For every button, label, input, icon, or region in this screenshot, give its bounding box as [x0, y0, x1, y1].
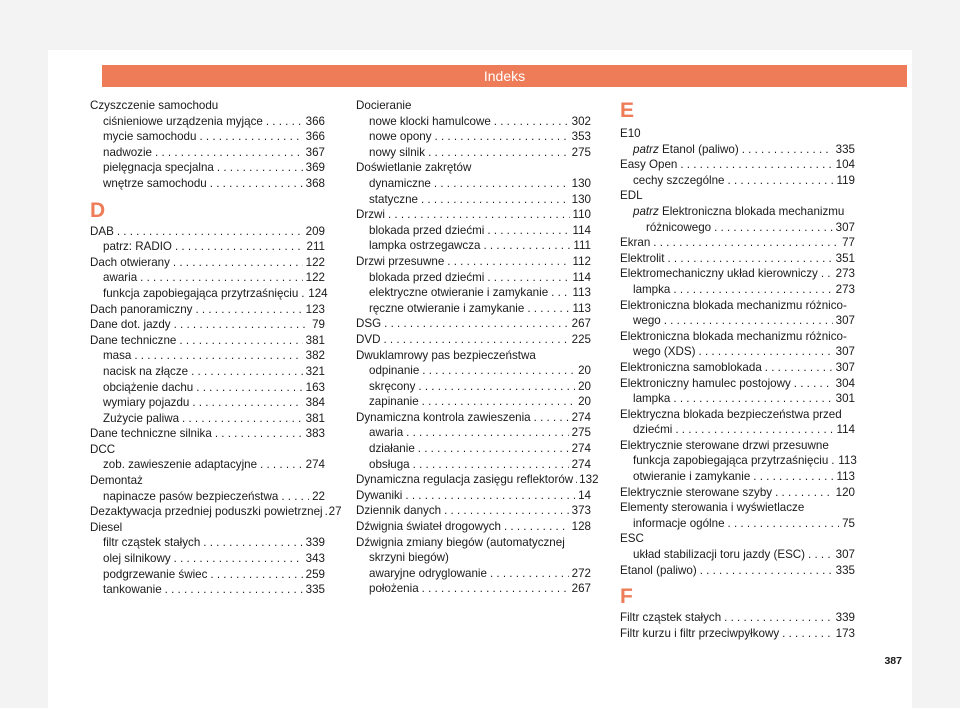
index-subentry: filtr cząstek stałych . . . 339	[90, 535, 325, 551]
index-entry: Filtr cząstek stałych . . . 339	[620, 610, 855, 626]
index-entry: DVD . . . 225	[356, 332, 591, 348]
index-subentry: patrz Elektroniczna blokada mechanizmu	[633, 204, 845, 218]
index-entry-continuation: wego (XDS) . . . 307	[620, 344, 855, 360]
index-entry: Dźwignia zmiany biegów (automatycznej	[356, 535, 565, 549]
index-subentry: nowy silnik . . . 275	[356, 145, 591, 161]
index-subentry: awaria . . . 275	[356, 425, 591, 441]
header-title: Indeks	[483, 68, 526, 84]
index-entry: Etanol (paliwo) . . . 335	[620, 563, 855, 579]
index-entry: E10	[620, 127, 641, 140]
index-entry-continuation: wego . . . 307	[620, 313, 855, 329]
index-entry: EDL	[620, 189, 643, 203]
index-entry: DSG . . . 267	[356, 316, 591, 332]
index-subentry: awaria . . . 122	[90, 270, 325, 286]
index-entry: Elementy sterowania i wyświetlacze	[620, 501, 805, 515]
index-subentry: patrz Etanol (paliwo) . . . 335	[620, 142, 855, 158]
index-subentry: wymiary pojazdu . . . 384	[90, 395, 325, 411]
index-entry: Dynamiczna regulacja zasięgu reflektorów . . . 132	[356, 472, 591, 488]
index-column-2	[356, 98, 599, 597]
index-subentry: lampka . . . 273	[620, 282, 855, 298]
section-letter-d: D	[90, 198, 106, 222]
index-subentry: nadwozie . . . 367	[90, 145, 325, 161]
index-subentry: mycie samochodu . . . 366	[90, 129, 325, 145]
index-entry: Elektroniczna samoblokada . . . 307	[620, 360, 855, 376]
index-entry: Ekran . . . 77	[620, 235, 855, 251]
index-subentry: elektryczne otwieranie i zamykanie . . . 113	[356, 285, 591, 301]
index-entry: Demontaż	[90, 474, 143, 488]
index-entry: Dane dot. jazdy . . . 79	[90, 317, 325, 333]
page-number: 387	[884, 655, 902, 667]
index-entry: Elektroniczna blokada mechanizmu różnico-	[620, 329, 847, 343]
index-entry: Dziennik danych . . . 373	[356, 503, 591, 519]
index-subentry: pielęgnacja specjalna . . . 369	[90, 160, 325, 176]
index-entry: DCC	[90, 442, 116, 456]
index-subentry: napinacze pasów bezpieczeństwa . . . 22	[90, 489, 325, 505]
index-subentry: Zużycie paliwa . . . 381	[90, 411, 325, 427]
index-entry: Elektryczna blokada bezpieczeństwa przed	[620, 407, 842, 421]
index-entry: Drzwi przesuwne . . . 112	[356, 254, 591, 270]
index-entry: Filtr kurzu i filtr przeciwpyłkowy . . . 173	[620, 626, 855, 642]
index-subentry: odpinanie . . . 20	[356, 363, 591, 379]
index-entry: Dane techniczne . . . 381	[90, 333, 325, 349]
index-entry: Dane techniczne silnika . . . 383	[90, 426, 325, 442]
section-letter-e: E	[620, 99, 635, 122]
index-subentry: nacisk na złącze . . . 321	[90, 364, 325, 380]
index-subentry: lampka . . . 301	[620, 391, 855, 407]
section-letter-f: F	[620, 585, 633, 609]
index-entry: Elektroniczny hamulec postojowy . . . 304	[620, 376, 855, 392]
index-subentry: patrz: RADIO . . . 211	[90, 239, 325, 255]
index-header	[102, 65, 907, 87]
index-entry-continuation: skrzyni biegów)	[369, 551, 449, 565]
index-entry: Easy Open . . . 104	[620, 157, 855, 173]
index-entry: Dynamiczna kontrola zawieszenia . . . 274	[356, 410, 591, 426]
index-subentry: położenia . . . 267	[356, 581, 591, 597]
index-subentry: ręczne otwieranie i zamykanie . . . 113	[356, 301, 591, 317]
index-subentry: obsługa . . . 274	[356, 457, 591, 473]
index-subentry: cechy szczególne . . . 119	[620, 173, 855, 189]
index-subentry: ciśnieniowe urządzenia myjące . . . 366	[90, 114, 325, 130]
index-subentry: układ stabilizacji toru jazdy (ESC) . . . 307	[620, 547, 855, 563]
index-entry: Dywaniki . . . 14	[356, 488, 591, 504]
index-entry: Doświetlanie zakrętów	[356, 161, 472, 175]
index-subentry: zob. zawieszenie adaptacyjne . . . 274	[90, 457, 325, 473]
index-subentry: masa . . . 382	[90, 348, 325, 364]
index-entry: Czyszczenie samochodu	[90, 99, 219, 112]
index-entry: Dźwignia świateł drogowych . . . 128	[356, 519, 591, 535]
index-subentry: nowe klocki hamulcowe . . . 302	[356, 114, 591, 130]
index-entry: Diesel	[90, 520, 123, 534]
index-entry: DAB . . . 209	[90, 224, 325, 240]
index-subentry: olej silnikowy . . . 343	[90, 551, 325, 567]
index-entry: Dach otwierany . . . 122	[90, 255, 325, 271]
index-subentry: tankowanie . . . 335	[90, 582, 325, 598]
index-subentry: informacje ogólne . . . 75	[620, 516, 855, 532]
index-subentry: obciążenie dachu . . . 163	[90, 380, 325, 396]
index-subentry: lampka ostrzegawcza . . . 111	[356, 238, 591, 254]
index-page	[48, 50, 912, 708]
index-subentry: statyczne . . . 130	[356, 192, 591, 208]
index-subentry: awaryjne odryglowanie . . . 272	[356, 566, 591, 582]
index-subentry: otwieranie i zamykanie . . . 113	[620, 469, 855, 485]
index-subentry: funkcja zapobiegająca przytrzaśnięciu . . . 113	[620, 453, 855, 469]
index-subentry: zapinanie . . . 20	[356, 394, 591, 410]
index-entry-continuation: dziećmi . . . 114	[620, 422, 855, 438]
index-subentry: blokada przed dziećmi . . . 114	[356, 223, 591, 239]
index-entry: Elektroniczna blokada mechanizmu różnico-	[620, 298, 847, 312]
index-entry: Drzwi . . . 110	[356, 207, 591, 223]
index-entry: Elektrolit . . . 351	[620, 251, 855, 267]
index-entry: ESC	[620, 532, 644, 546]
index-entry: Elektrycznie sterowane drzwi przesuwne	[620, 438, 829, 452]
index-subentry: skręcony . . . 20	[356, 379, 591, 395]
index-entry: Docieranie	[356, 99, 412, 112]
index-column-1	[90, 98, 342, 598]
index-subentry: blokada przed dziećmi . . . 114	[356, 270, 591, 286]
index-subentry: działanie . . . 274	[356, 441, 591, 457]
index-subentry: nowe opony . . . 353	[356, 129, 591, 145]
index-subentry: podgrzewanie świec . . . 259	[90, 567, 325, 583]
index-subentry: funkcja zapobiegająca przytrzaśnięciu . . . 124	[90, 286, 325, 302]
index-entry-continuation: różnicowego . . . 307	[620, 220, 855, 236]
index-entry: Elektrycznie sterowane szyby . . . 120	[620, 485, 855, 501]
index-entry: Elektromechaniczny układ kierowniczy . . . 273	[620, 266, 855, 282]
index-entry: Dwuklamrowy pas bezpieczeństwa	[356, 348, 536, 362]
index-subentry: dynamiczne . . . 130	[356, 176, 591, 192]
index-entry: Dach panoramiczny . . . 123	[90, 302, 325, 318]
index-entry: Dezaktywacja przedniej poduszki powietrznej . . . 27	[90, 504, 325, 520]
index-column-3	[620, 98, 855, 641]
index-subentry: wnętrze samochodu . . . 368	[90, 176, 325, 192]
